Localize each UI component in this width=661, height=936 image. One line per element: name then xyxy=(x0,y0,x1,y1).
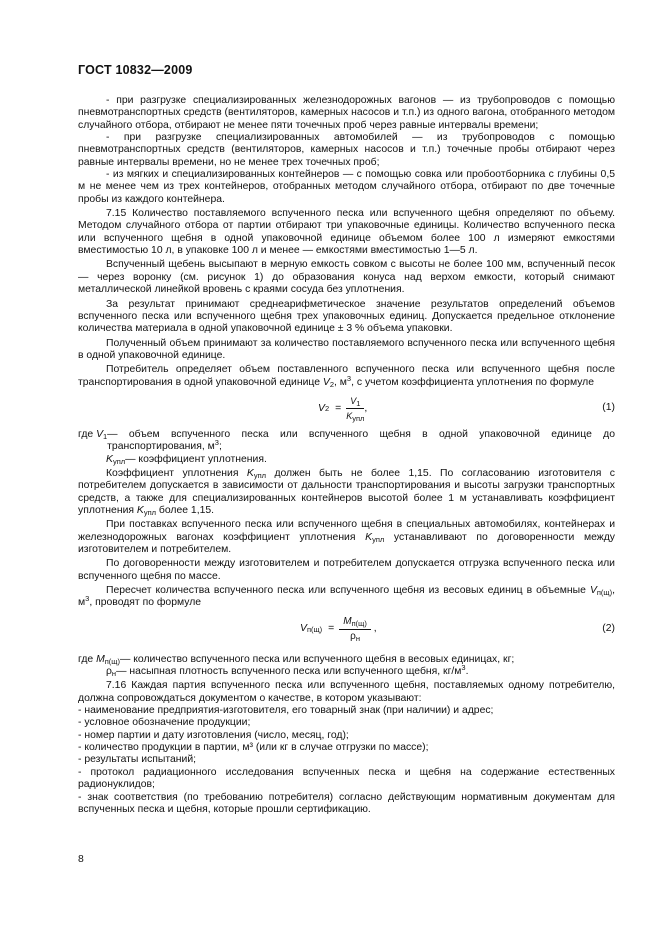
text-run: где xyxy=(78,653,97,665)
list-item: - условное обозначение продукции; xyxy=(78,717,251,729)
paragraph: - при разгрузке специализированных железнодорожных вагонов — из трубопроводов с помощью пневмотранспортных средств (вентиляторов, камерных насосов и т.п.) из одного вагона, отобранного методом случайного отбора, отбирают не менее пяти точечных проб через равные интервалы времени; xyxy=(78,95,615,131)
unit: м xyxy=(339,376,347,388)
symbol: K xyxy=(346,411,353,422)
symbol: K xyxy=(365,531,373,543)
paragraph: Потребитель определяет объем поставленного вспученного песка или вспученного щебня после транспортирования в одной упаковочной единице $V_2$, $м^3$, с учетом коэффициента уплотнения по формуле xyxy=(78,364,615,389)
text-run: более 1,15. xyxy=(156,504,215,516)
equals-sign: = xyxy=(335,402,342,414)
subscript: п(щ) xyxy=(104,656,120,666)
symbol: K xyxy=(246,467,254,479)
superscript: 3 xyxy=(214,438,219,448)
superscript: 3 xyxy=(461,663,466,673)
subscript: 2 xyxy=(329,379,334,389)
paragraph xyxy=(78,468,615,517)
subscript: упл xyxy=(372,534,385,544)
definition-text: — коэффициент уплотнения. xyxy=(125,453,267,465)
symbol: K xyxy=(136,504,144,516)
text-run: — насыпная плотность вспученного песка или вспученного щебня, кг/м xyxy=(116,666,462,678)
text-run: Потребитель определяет объем поставленного вспученного песка или вспученного щебня после транспортирования в одной упаковочной единице xyxy=(78,364,615,388)
paragraph: 7.16 Каждая партия вспученного песка или вспученного щебня, поставляемых одному потребителю, должна сопровождаться документом о качестве, в котором указывают: xyxy=(78,680,615,704)
symbol: K xyxy=(106,453,113,465)
paragraph: Пересчет количества вспученного песка или вспученного щебня из весовых единиц в объемные $V_{п(щ)}$, $м^3$, проводят по формуле xyxy=(78,585,615,609)
formula-1 xyxy=(78,393,615,423)
subscript: упл xyxy=(143,507,157,517)
paragraph: По договоренности между изготовителем и потребителем допускается отгрузка вспученного песка или вспученного щебня по массе. xyxy=(78,558,615,582)
paragraph: За результат принимают среднеарифметическое значение результатов определений объемов вспученного песка или вспученного щебня трех упаковочных единиц. Допускается предельное отклонение количества материала в одной упаковочной единице ± 3 % объема упаковки. xyxy=(78,298,615,335)
definition-term xyxy=(106,666,116,678)
formula-definitions xyxy=(78,429,615,466)
equals-sign: = xyxy=(328,623,335,635)
subscript: н xyxy=(355,634,360,644)
symbol: V xyxy=(318,402,325,414)
document-body xyxy=(78,95,615,816)
paragraph: Вспученный щебень высыпают в мерную емкость совком с высоты не более 100 мм, вспученный песок — через воронку (см. рисунок 1) до образования конуса над верхом емкости, который снимают металлической линейкой вровень с краями сосуда без уплотнения. xyxy=(78,259,615,296)
numerator xyxy=(339,616,371,630)
text-run: , с учетом коэффициента уплотнения по формуле xyxy=(351,376,595,388)
text-run: должен быть не более 1,15. По согласованию изготовителя с потребителем допускается в зависимости от дальности транспортирования и высоты загрузки транспортных средств, а также для специализированных контейнеров высотой более 1 м устанавливать коэффициент уплотнения xyxy=(78,467,616,516)
subscript: упл xyxy=(253,470,267,480)
definition-text: — количество вспученного песка или вспученного щебня в весовых единицах, кг; xyxy=(119,653,515,665)
text-run: , проводят по формуле xyxy=(89,597,202,609)
text-run: где xyxy=(78,428,97,440)
symbol: V xyxy=(96,428,103,440)
subscript: упл xyxy=(112,456,126,466)
paragraph: - при разгрузке специализированных автомобилей — из трубопроводов с помощью пневмотранспортных средств (вентиляторов, камерных насосов и т.п.) точечные пробы отбирают через равные интервалы времени, но не менее трех точечных проб; xyxy=(78,132,615,168)
text-run: устанавливают по договоренности между изготовителем и потребителем. xyxy=(78,531,615,555)
formula-expression: V п(щ) = $\frac{M_{п(щ)}}{\rho_н}$ , xyxy=(300,615,377,644)
paragraph: - из мягких и специализированных контейнеров — с помощью совка или пробоотборника с глубины 0,5 м не менее чем из трех контейнеров, отобранных методом случайного отбора, отбирают по две точечные пробы из каждого контейнера. xyxy=(78,169,615,205)
symbol: V xyxy=(589,585,597,597)
paragraph xyxy=(78,519,615,556)
requirements-list xyxy=(78,705,615,816)
definition-text: — насыпная плотность вспученного песка или вспученного щебня, $кг/м^3$. xyxy=(116,663,469,678)
symbol: M xyxy=(343,615,352,627)
numerator xyxy=(346,395,364,409)
fraction xyxy=(339,616,371,644)
list-item: - результаты испытаний; xyxy=(78,754,197,766)
list-item: - номер партии и дату изготовления (число, месяц, год); xyxy=(78,729,349,741)
formula-2 xyxy=(78,614,615,648)
subscript: упл xyxy=(352,414,365,424)
page-number: 8 xyxy=(78,854,84,865)
paragraph: Полученный объем принимают за количество поставляемого вспученного песка или вспученного щебня в одной упаковочной единице. xyxy=(78,337,615,361)
definition-row xyxy=(78,654,615,666)
symbol: V xyxy=(300,623,307,635)
list-item: - наименование предприятия-изготовителя, его товарный знак (при наличии) и адрес; xyxy=(78,705,494,717)
denominator xyxy=(346,409,364,422)
text-run: Пересчет количества вспученного песка или вспученного щебня из весовых единиц в объемные xyxy=(106,585,590,597)
symbol: V xyxy=(322,376,330,388)
list-item: - количество продукции в партии, м³ (или кг в случае отгрузки по массе); xyxy=(78,742,429,754)
superscript: 3 xyxy=(85,594,90,604)
subscript: 1 xyxy=(103,431,108,441)
text-run: — объем вспученного песка или вспученного щебня в одной упаковочной единице до транспортирования, м xyxy=(107,428,615,453)
subscript: н xyxy=(111,669,117,679)
punctuation: , xyxy=(364,402,368,414)
punctuation: , xyxy=(373,623,377,635)
subscript: п(щ) xyxy=(351,618,367,628)
document-header: ГОСТ 10832—2009 xyxy=(78,63,193,77)
unit: м xyxy=(78,597,86,609)
definition-term xyxy=(106,454,125,466)
list-item: - знак соответствия (по требованию потребителя) согласно действующим нормативным документам для вспученных песка и щебня, которые прошли сертификацию. xyxy=(78,791,615,815)
definition-text: — объем вспученного песка или вспученного щебня в одной упаковочной единице до транспортирования, $м^3$; xyxy=(107,428,615,453)
denominator xyxy=(350,630,360,643)
text-run: При поставках вспученного песка или вспученного щебня в специальных автомобилях, контейнерах и железнодорожных вагонах коэффициент уплотнения xyxy=(78,519,615,543)
fraction xyxy=(346,395,364,423)
definition-term xyxy=(78,654,120,666)
formula-definitions xyxy=(78,654,615,679)
subscript: 1 xyxy=(356,398,361,408)
definition-term xyxy=(78,429,107,454)
formula-number: (1) xyxy=(602,401,615,413)
formula-number: (2) xyxy=(602,622,615,634)
superscript: 3 xyxy=(346,373,352,383)
definition-row xyxy=(78,663,615,679)
symbol: M xyxy=(96,653,105,665)
symbol: ρ xyxy=(106,666,112,678)
symbol: ρ xyxy=(350,631,356,643)
paragraph: 7.15 Количество поставляемого вспученного песка или вспученного щебня определяют по объему. Методом случайного отбора от партии отбирают три упаковочные единицы. Количество вспученного песка или вспученного щебня в одной упаковочной единице объемом более 100 л измеряют емкостями вместимостью 10 л, в упаковке 100 л и менее — емкостями вместимостью 1—5 л. xyxy=(78,208,615,257)
definition-row xyxy=(78,429,615,454)
symbol: V xyxy=(350,395,357,406)
formula-expression: V 2 = $\frac{V_1}{K_{упл}}$ , xyxy=(318,395,368,424)
subscript: п(щ) xyxy=(596,588,613,598)
text-run: Коэффициент уплотнения xyxy=(106,467,247,479)
definition-row xyxy=(78,454,615,466)
list-item: - протокол радиационного исследования вспученных песка и щебня на содержание естественных радионуклидов; xyxy=(78,766,615,791)
